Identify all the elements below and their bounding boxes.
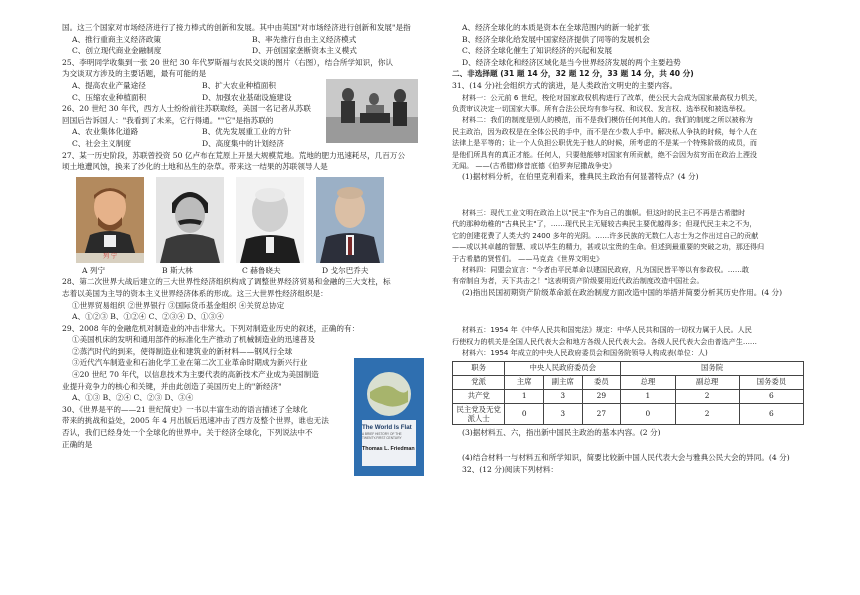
q31-part-2: (2)指出民国初期资产阶级革命派在政治制度方面改造中国的举措并简要分析其历史作用。(4 分) bbox=[462, 287, 783, 297]
answer-space-2 bbox=[452, 298, 804, 324]
material-2-line-3: 法律上是平等的；让一个人负担公职优先于他人的时候，所考虑的不是某一个特殊阶级的成员，而 bbox=[452, 138, 758, 148]
material-3-line-4: ——或以其卓越的智慧、或以毕生的精力，甚或以宝贵的生命。但述到最重要的突破之功，那还得归 bbox=[452, 242, 765, 252]
q30-stem-3: 否认，我们已经身处一个全球化的世界中。关于经济全球化，下列说法中不 bbox=[62, 428, 313, 438]
table-row-party: 共产党 bbox=[453, 389, 505, 403]
q30-stem-4: 正确的是 bbox=[62, 439, 93, 449]
q30-option-b: B、经济全球化给发展中国家经济提供了同等的发展机会 bbox=[462, 34, 650, 44]
table-header-row-2 bbox=[453, 375, 804, 389]
book-subtitle: A BRIEF HISTORY OF THE TWENTY-FIRST CENTURY bbox=[362, 432, 402, 441]
material-5-line-1: 材料五：1954 年《中华人民共和国宪法》规定：中华人民共和国的一切权力属于人民。人民 bbox=[462, 325, 752, 335]
table-cell: 3 bbox=[543, 403, 582, 424]
answer-space-3 bbox=[452, 438, 804, 452]
q25-stem-1: 25、李明同学收集到一张 20 世纪 30 年代罗斯福与农民交谈的图片（右图），结合所学知识，你认 bbox=[62, 57, 393, 67]
q30-stem-1: 30、《世界是平的——21 世纪简史》一书以丰富生动的语言描述了全球化 bbox=[62, 404, 308, 414]
q26-stem-2: 回国后告诉国人："我看到了未来，它行得通。""它"是指苏联的 bbox=[62, 115, 274, 125]
q27-stem-2: 顷土地遭风蚀，换来了沙化的土地和丛生的杂草。带来这一结果的苏联领导人是 bbox=[62, 162, 328, 172]
lenin-photo-label: 列 宁 bbox=[103, 253, 117, 261]
material-3-line-3: 它的创建花费了人类大约 2400 多年的光阴。……许多民族的无数仁人志士为之作出过自己的贡献 bbox=[452, 230, 759, 240]
q27-option-c: C 赫鲁晓夫 bbox=[242, 265, 281, 275]
q31-part-3: (3)据材料五、六，指出新中国民主政治的基本内容。(2 分) bbox=[462, 427, 661, 437]
material-2 bbox=[452, 114, 804, 171]
q29-answers: A、①③ B、②④ C、②③ D、③④ bbox=[72, 393, 194, 403]
table-cell: 3 bbox=[543, 389, 582, 403]
q24-option-a: A、推行重商主义经济政策 bbox=[72, 34, 162, 44]
table-col-header: 副主席 bbox=[543, 375, 582, 389]
q30-option-d: D、经济全球化和经济区域化是当今世界经济发展的两个主要趋势 bbox=[462, 57, 681, 67]
table-header-state-council: 国务院 bbox=[621, 361, 804, 375]
table-cell: 27 bbox=[582, 403, 621, 424]
table-cell: 29 bbox=[582, 389, 621, 403]
q26-stem-1: 26、20 世纪 30 年代，西方人士纷纷前往苏联取经，美国一名记者从苏联 bbox=[62, 104, 311, 114]
q32-stem: 32、(12 分)阅读下列材料： bbox=[462, 464, 559, 474]
table-header-gov-committee: 中央人民政府委员会 bbox=[505, 361, 621, 375]
material-4-line-2: 有帝制自为者，天下共击之！"这表明资产阶级要用近代政治制度改造中国社会。 bbox=[452, 276, 704, 286]
q28-answers: A、①②③ B、①②④ C、②③④ D、①③④ bbox=[72, 312, 224, 322]
material-6-caption: 材料六：1954 年成立的中央人民政府委员会和国务院领导人构成表(单位：人) bbox=[462, 348, 708, 358]
khrushchev-portrait bbox=[236, 177, 304, 263]
material-4-line-1: 材料四：同盟会宣言："今者由平民革命以建国民政府，凡为国民皆平等以有参政权。……敢 bbox=[462, 265, 750, 275]
q29-item-2: ②蒸汽时代的到来，使得制造业和建筑业的新材料——钢风行全球 bbox=[72, 346, 293, 356]
q31-part-4: (4)结合材料一与材料五和所学知识，简要比较新中国人民代表大会与雅典公民大会的异同。(4 分) bbox=[462, 453, 790, 463]
table-header-party: 党派 bbox=[453, 375, 505, 389]
q28-items: ①世界贸易组织 ②世界银行 ③国际货币基金组织 ④关贸总协定 bbox=[72, 300, 285, 310]
q24-stem: 国。这三个国家对市场经济进行了接力棒式的创新和发展。其中由英国"对市场经济进行创新和发展"是指 bbox=[62, 23, 411, 32]
stalin-portrait bbox=[156, 177, 224, 263]
q27-options bbox=[82, 265, 418, 277]
q26-option-b: B、优先发展重工业的方针 bbox=[202, 127, 292, 137]
right-column bbox=[452, 22, 804, 475]
material-5 bbox=[452, 324, 804, 347]
roosevelt-farmers-photo bbox=[326, 79, 418, 143]
q26-option-a: A、农业集体化道路 bbox=[72, 127, 139, 137]
q29-item-4b: 业提升竞争力的核心和关键，并由此创造了美国历史上的"新经济" bbox=[62, 381, 282, 391]
table-row-party: 民主党及无党派人士 bbox=[453, 403, 505, 424]
book-author: Thomas L. Friedman bbox=[362, 446, 415, 453]
q25-option-b: B、扩大农业种植面积 bbox=[202, 80, 276, 90]
q25-option-d: D、加强农业基础设施建设 bbox=[202, 92, 292, 102]
table-col-header: 副总理 bbox=[675, 375, 739, 389]
table-row bbox=[453, 403, 804, 424]
q26-option-d: D、高度集中的计划经济 bbox=[202, 138, 285, 148]
material-1-line-2: 负责审议决定一切国家大事。所有合法公民均有参与权、和议权、发言权、选举权和被选举权。 bbox=[452, 103, 750, 113]
q24-options-row1 bbox=[62, 34, 418, 46]
table-row bbox=[453, 389, 804, 403]
answer-space-1 bbox=[452, 183, 804, 207]
table-cell: 2 bbox=[675, 403, 739, 424]
q27-option-b: B 斯大林 bbox=[162, 265, 193, 275]
q24-option-c: C、创立现代商业金融制度 bbox=[72, 46, 162, 56]
q24-option-b: B、率先推行自由主义经济模式 bbox=[252, 34, 357, 44]
table-col-header: 委员 bbox=[582, 375, 621, 389]
q25-block bbox=[62, 57, 418, 150]
leaders-photos bbox=[76, 177, 418, 263]
q30-option-c: C、经济全球化催生了知识经济的兴起和发展 bbox=[462, 46, 613, 56]
q29-item-3: ③近代汽车制造业和石油化学工业在第二次工业革命时期成为新兴行业 bbox=[72, 358, 308, 368]
material-2-line-2: 民主政治，因为政权是在全体公民的手中，而不是在少数人手中。解决私人争执的时候，每个人在 bbox=[452, 126, 758, 136]
material-2-line-4: 是他们所具有的真正才能。任何人，只要他能够对国家有所贡献，绝不会因为贫穷而在政治上湮没 bbox=[452, 149, 758, 159]
left-column bbox=[62, 22, 418, 453]
q25-option-c: C、压缩农业种植面积 bbox=[72, 92, 147, 102]
material-2-line-1: 材料二：我们的制度是别人的模范，而不是我们模仿任何其他人的。我们的制度之所以被称为 bbox=[462, 115, 753, 125]
section-heading: 二、非选择题 (31 题 14 分，32 题 12 分，33 题 14 分，共 40 分) bbox=[452, 69, 694, 79]
table-cell: 0 bbox=[621, 403, 675, 424]
q31-stem: 31、(14 分)社会组织方式的演进，是人类政治文明史的主要内容。 bbox=[452, 80, 678, 90]
q28-stem-2: 志着以美国为主导的资本主义世界经济体系的形成。这三大世界性经济组织是： bbox=[62, 288, 328, 298]
q26-option-c: C、社会主义制度 bbox=[72, 138, 131, 148]
material-3-line-5: 于古希腊的贤哲们。 ——马克垚《世界文明史》 bbox=[452, 253, 604, 263]
material-1-line-1: 材料一：公元前 6 世纪，梭伦对国家政权机构进行了改革，使公民大会成为国家最高权力机关， bbox=[462, 92, 762, 102]
q29-block bbox=[62, 334, 418, 453]
lenin-portrait bbox=[76, 177, 144, 263]
q25-option-a: A、提高农业产量途径 bbox=[72, 80, 146, 90]
q29-stem: 29、2008 年的金融危机对制造业的冲击非常大。下列对制造业历史的叙述，正确的有： bbox=[62, 323, 360, 333]
q27-stem-1: 27、某一历史阶段，苏联曾投资 50 亿卢布在荒原上开垦大规模荒地。荒地的肥力迅速耗尽，几百万公 bbox=[62, 150, 406, 160]
q29-item-4a: ④20 世纪 70 年代，以信息技术为主要代表的高新技术产业成为美国制造 bbox=[72, 370, 319, 380]
table-cell: 6 bbox=[739, 403, 803, 424]
material-4 bbox=[452, 264, 804, 287]
material-1 bbox=[452, 92, 804, 115]
material-2-line-5: 无闻。 ——(古希腊)修昔底德《伯罗奔尼撒战争史》 bbox=[452, 161, 616, 170]
table-cell: 6 bbox=[739, 389, 803, 403]
material-3-line-2: 代的那种幼稚的"古典民主"了，……现代民主无疑较古典民主要优越得多；但现代民主未之不为， bbox=[452, 219, 757, 229]
table-cell: 0 bbox=[505, 403, 544, 424]
q29-item-1: ①美国机床的发明和通用部件的标准化生产推动了机械制造业的迅速普及 bbox=[72, 335, 315, 345]
leadership-table bbox=[452, 361, 804, 425]
table-cell: 1 bbox=[621, 389, 675, 403]
table-col-header: 国务委员 bbox=[739, 375, 803, 389]
material-3 bbox=[452, 207, 804, 264]
q24-option-d: D、开创国家垄断资本主义模式 bbox=[252, 46, 357, 56]
table-cell: 2 bbox=[675, 389, 739, 403]
q28-stem-1: 28、第二次世界大战后建立的三大世界性经济组织构成了调整世界经济贸易和金融的三大支柱，标 bbox=[62, 277, 391, 287]
material-3-line-1: 材料三：现代工业文明在政治上以"民主"作为自己的旗帜。但这时的民主已不再是古希腊时 bbox=[462, 208, 746, 217]
book-title: The World Is Flat bbox=[362, 424, 412, 432]
table-header-row-1 bbox=[453, 361, 804, 375]
world-is-flat-book-cover bbox=[354, 358, 424, 476]
table-cell: 1 bbox=[505, 389, 544, 403]
material-5-line-2: 行使权力的机关是全国人民代表大会和地方各级人民代表大会。各级人民代表大会由普选产生…… bbox=[452, 336, 758, 346]
gorbachev-portrait bbox=[316, 177, 384, 263]
q25-stem-2: 为交谈双方涉及的主要话题，最有可能的是 bbox=[62, 69, 207, 79]
q30-stem-2: 带来的挑战和益处，2005 年 4 月出版后迅速冲击了西方及整个世界，谁也无法 bbox=[62, 416, 329, 426]
table-col-header: 主席 bbox=[505, 375, 544, 389]
q30-option-a: A、经济全球化的本质是资本在全球范围内的新一轮扩张 bbox=[462, 23, 650, 32]
q27-option-d: D 戈尔巴乔夫 bbox=[322, 265, 369, 275]
q24-options-row2 bbox=[62, 45, 418, 57]
q31-part-1: (1)据材料分析，在伯里克利看来，雅典民主政治有何显著特点？(4 分) bbox=[462, 172, 699, 182]
table-header-role: 职务 bbox=[453, 361, 505, 375]
table-col-header: 总理 bbox=[621, 375, 675, 389]
q27-option-a: A 列宁 bbox=[82, 265, 106, 275]
